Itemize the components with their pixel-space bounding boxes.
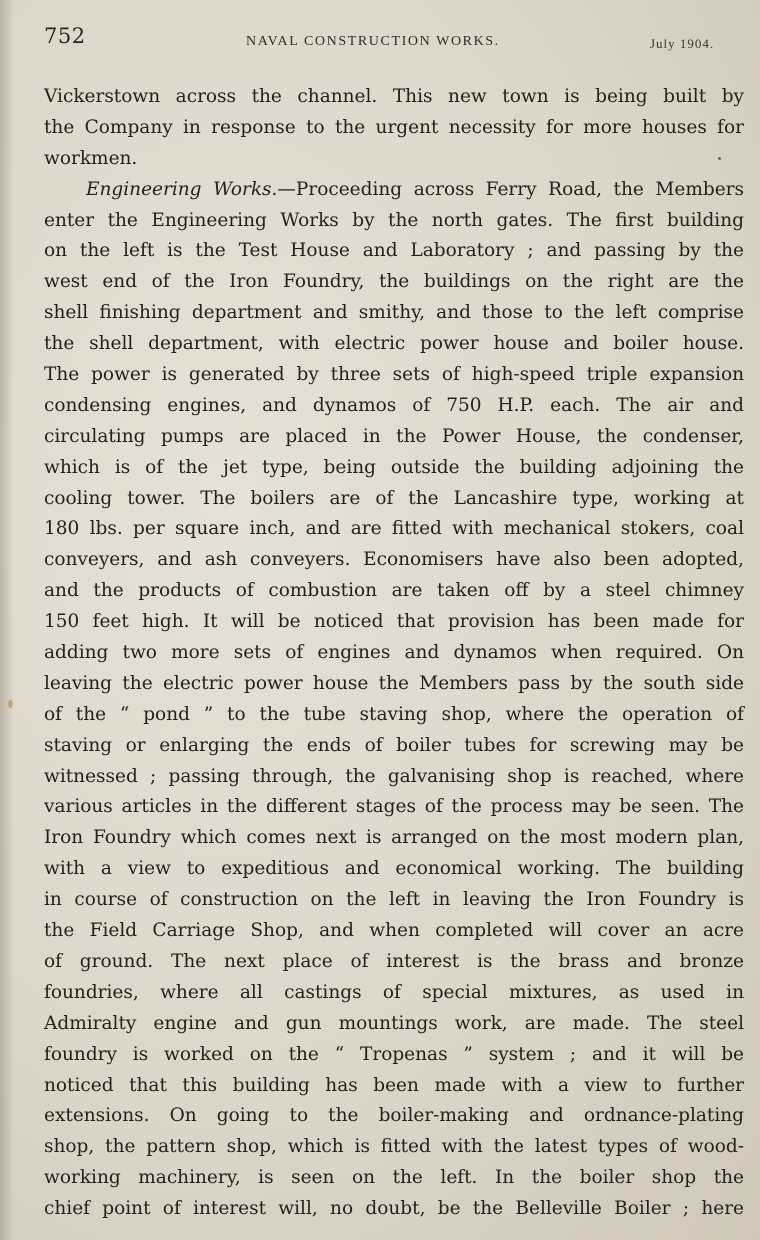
gutter-shadow [0, 0, 14, 1240]
text-line: extensions. On going to the boiler-making and ordnance-plating [44, 1105, 744, 1127]
paper-stain [8, 700, 13, 708]
text-line: workmen. [44, 147, 138, 169]
text-line: Vickerstown across the channel. This new town is being built by [44, 86, 744, 107]
text-line: with a view to expeditious and economical working. The building [44, 858, 744, 880]
text-line: of the “ pond ” to the tube staving shop, where the operation of [44, 703, 744, 725]
text-line: noticed that this building has been made with a view to further [44, 1074, 744, 1096]
text-line: Iron Foundry which comes next is arranged on the most modern plan, [44, 827, 744, 849]
text-line: witnessed ; passing through, the galvanising shop is reached, where [44, 765, 744, 787]
text-line: adding two more sets of engines and dynamos when required. On [44, 642, 744, 664]
text-line: staving or enlarging the ends of boiler tubes for screwing may be [44, 734, 744, 756]
text-line: chief point of interest will, no doubt, be the Belleville Boiler ; here [44, 1198, 744, 1220]
text-line: and the products of combustion are taken off by a steel chimney [44, 580, 744, 602]
text-line [44, 1225, 744, 1240]
text-line: the Company in response to the urgent necessity for more houses for [44, 116, 744, 138]
text-line: on the left is the Test House and Laboratory ; and passing by the [44, 240, 744, 262]
text-line: which is of the jet type, being outside the building adjoining the [44, 456, 744, 478]
running-title: NAVAL CONSTRUCTION WORKS. [246, 34, 500, 49]
text-line: in course of construction on the left in leaving the Iron Foundry is [44, 889, 744, 911]
text-line: 180 lbs. per square inch, and are fitted with mechanical stokers, coal [44, 518, 744, 540]
text-line: conveyers, and ash conveyers. Economisers have also been adopted, [44, 549, 744, 571]
text-line: foundry is worked on the “ Tropenas ” system ; and it will be [44, 1043, 744, 1065]
text-line: 150 feet high. It will be noticed that provision has been made for [44, 611, 744, 633]
text-line: the shell department, with electric power house and boiler house. [44, 333, 744, 355]
page-header [0, 0, 760, 70]
paragraph-2-first-line [44, 175, 744, 206]
text-line: cooling tower. The boilers are of the Lancashire type, working at [44, 487, 744, 509]
body-text [44, 82, 744, 1240]
first-line-text: —Proceeding across Ferry Road, the Members [277, 178, 744, 200]
text-line: shop, the pattern shop, which is fitted with the latest types of wood- [44, 1136, 744, 1158]
text-line: circulating pumps are placed in the Power House, the condenser, [44, 425, 744, 447]
text-line: shell finishing department and smithy, and those to the left comprise [44, 302, 744, 324]
text-line: enter the Engineering Works by the north gates. The first building [44, 209, 744, 231]
text-line: leaving the electric power house the Members pass by the south side [44, 672, 744, 694]
text-line: foundries, where all castings of special mixtures, as used in [44, 981, 744, 1003]
text-line: various articles in the different stages of the process may be seen. The [44, 796, 744, 818]
section-heading: Engineering Works. [86, 178, 278, 200]
running-date: July 1904. [650, 36, 715, 51]
text-line: of ground. The next place of interest is the brass and bronze [44, 950, 744, 972]
text-line: Admiralty engine and gun mountings work, are made. The steel [44, 1012, 744, 1034]
text-line: condensing engines, and dynamos of 750 H.P. each. The air and [44, 394, 744, 416]
text-line: working machinery, is seen on the left. In the boiler shop the [44, 1167, 744, 1189]
text-line: The power is generated by three sets of high-speed triple expansion [44, 364, 744, 386]
paragraph-2 [44, 175, 744, 1240]
page-number: 752 [44, 24, 86, 48]
text-line: west end of the Iron Foundry, the buildings on the right are the [44, 271, 744, 293]
text-line: the Field Carriage Shop, and when completed will cover an acre [44, 920, 744, 942]
paragraph-1 [44, 82, 744, 175]
